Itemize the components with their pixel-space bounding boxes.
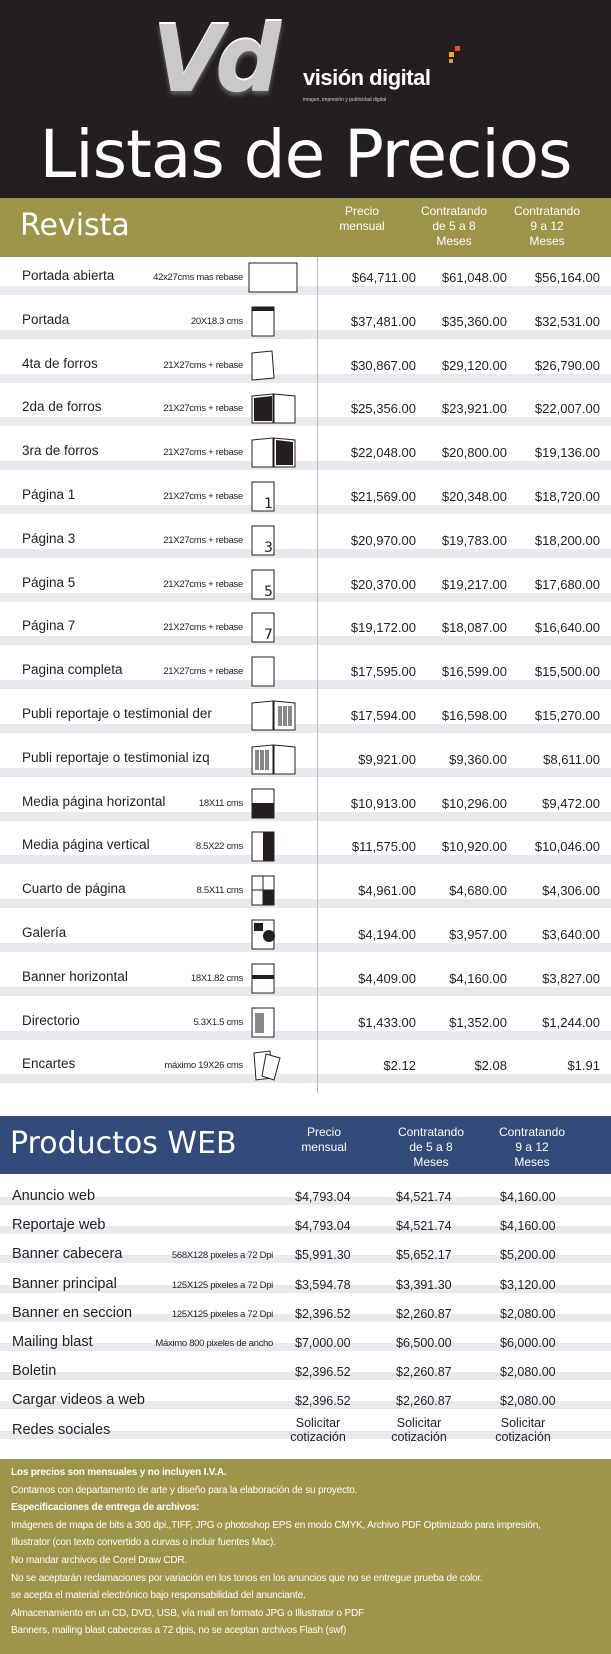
row-size: máximo 19X26 cms [164,1060,243,1072]
note-line: Contamos con departamento de arte y diseño para la elaboración de su proyecto. [11,1484,358,1496]
price-cell: $35,360.00 [441,313,507,329]
web-price-cell: $2,260.87 [396,1365,452,1380]
row-size: 42x27cms mas rebase [153,272,243,283]
price-cell: $56,164.00 [534,270,600,285]
web-price-cell: $2,260.87 [396,1306,452,1321]
price-cell: $4,194.00 [358,927,416,942]
price-cell: $25,356.00 [350,401,416,417]
brand-tagline: imagen, impresión y publicidad digital [303,97,387,103]
price-cell: $18,200.00 [534,532,600,548]
row-name: Publi reportaje o testimonial der [22,706,212,721]
price-cell: $16,640.00 [534,620,600,636]
page-3-icon [250,525,273,556]
price-cell: $64,711.00 [351,270,416,285]
web-row-size: Máximo 800 pixeles de ancho [155,1338,273,1349]
column-divider [317,257,318,1093]
note-line: No mandar archivos de Corel Draw CDR. [11,1555,187,1566]
row-size: 8.5X22 cms [195,841,243,853]
half-page-horizontal-icon [250,788,272,815]
page-title: Listas de Precios [39,116,572,193]
notes-footer [0,1459,611,1654]
price-cell: $21,569.00 [350,489,416,504]
web-row-size: 125X125 pixeles a 72 Dpi [171,1308,273,1320]
svg-text:5: 5 [264,583,273,600]
row-stripe [0,461,611,470]
price-cell: $16,598.00 [441,708,507,723]
web-price-cell: $2,396.52 [295,1394,351,1409]
web-row-name: Mailing blast [12,1334,93,1350]
quarter-page-icon [250,875,272,902]
price-cell: $2.08 [474,1058,507,1074]
half-page-vertical-icon [250,831,272,858]
row-stripe [0,505,611,514]
web-price-cell: $6,000.00 [500,1336,556,1350]
row-name: 2da de forros [22,399,102,415]
logo-dots-icon [449,59,453,63]
price-cell: $20,370.00 [350,576,416,592]
price-cell: $4,306.00 [542,883,600,899]
web-price-cell: $5,652.17 [396,1248,452,1263]
web-price-cell: $5,991.30 [295,1248,351,1263]
price-cell: $4,160.00 [449,970,507,986]
section-title-web: Productos WEB [10,1126,237,1161]
price-cell: $20,348.00 [441,489,507,504]
row-stripe [0,768,611,777]
open-cover-icon [250,262,272,289]
row-name: Portada [22,311,70,327]
row-name: Pagina completa [22,662,123,678]
price-cell: $3,640.00 [542,927,600,942]
web-price-cell: $2,080.00 [500,1394,556,1409]
note-line: No se aceptarán reclamaciones por variación en los tonos en los anuncios que no se entregue prueba de color. [11,1572,483,1584]
row-stripe [0,1074,611,1083]
web-price-cell: $6,500.00 [396,1336,452,1350]
col-header-9-12: Contratando 9 a 12 Meses [513,204,581,248]
price-cell: $4,680.00 [449,883,507,899]
price-cell: $61,048.00 [441,270,507,285]
header [0,0,611,198]
web-col-header-5-8: Contratando de 5 a 8 Meses [397,1125,465,1169]
price-cell: $17,594.00 [350,708,416,723]
inserts-icon [250,1050,272,1077]
web-price-cell: $4,521.74 [396,1219,452,1234]
row-stripe [0,724,611,733]
svg-text:7: 7 [264,627,273,644]
revista-header [0,198,611,257]
advertorial-left-icon [250,744,272,771]
col-header-5-8: Contratando de 5 a 8 Meses [420,204,488,248]
web-row-name: Redes sociales [12,1421,111,1438]
price-cell: $15,500.00 [534,664,600,680]
row-size: 21X27cms + rebase [163,534,243,546]
price-cell: $19,217.00 [441,576,507,592]
web-price-cell: $5,200.00 [500,1248,556,1263]
price-cell: $9,921.00 [358,751,416,767]
price-cell: $17,680.00 [534,576,600,592]
page-1-icon [250,481,273,512]
row-name: Banner horizontal [22,968,128,984]
note-line: Especificaciones de entrega de archivos: [11,1502,200,1514]
web-price-cell: $4,793.04 [295,1219,351,1234]
price-cell: $2.12 [383,1058,416,1074]
row-stripe [0,899,611,908]
web-row-name: Anuncio web [12,1188,96,1204]
price-cell: $17,595.00 [350,664,416,680]
col-header-mensual: Precio mensual [339,204,385,233]
row-name: Galería [22,925,67,940]
page-7-icon [250,612,273,644]
web-row-name: Banner principal [12,1275,117,1292]
web-price-cell: $4,521.74 [396,1190,452,1204]
row-stripe [0,330,611,339]
price-cell: $19,783.00 [441,532,507,548]
web-price-cell: $2,396.52 [295,1306,351,1321]
row-size: 18X11 cms [198,797,243,809]
price-cell: $9,360.00 [449,751,507,767]
row-stripe [0,1031,611,1040]
web-price-cell: $4,160.00 [500,1219,556,1234]
price-cell: $30,867.00 [350,357,416,373]
row-stripe [0,943,611,952]
full-page-icon [250,656,272,683]
web-row-name: Boletin [12,1363,57,1380]
web-price-cell: $2,260.87 [396,1394,452,1409]
row-size: 5.3X1.5 cms [193,1016,243,1028]
price-cell: $22,048.00 [350,445,416,461]
row-name: Cuarto de página [22,881,126,897]
row-size: 18X1.82 cms [190,972,243,984]
cover-icon [250,306,272,333]
price-cell: $3,827.00 [542,970,600,986]
row-name: Media página horizontal [22,793,166,809]
horizontal-banner-icon [250,963,272,990]
note-line: Illustrator (con texto convertido a curvas o incluir fuentes Mac). [11,1537,276,1549]
svg-text:1: 1 [264,496,273,512]
web-price-cell: $2,080.00 [500,1306,556,1321]
price-cell: $1,244.00 [542,1014,600,1030]
web-price-cell: $3,594.78 [295,1277,351,1292]
web-row-name: Reportaje web [12,1217,106,1234]
note-line: Almacenamiento en un CD, DVD, USB, vía mail en formato JPG o Illustrator o PDF [11,1607,364,1619]
web-header [0,1116,611,1174]
note-line: se acepta el material electrónico bajo responsabilidad del anunciante. [11,1590,306,1602]
web-price-cell: $2,080.00 [500,1365,556,1380]
advertorial-right-icon [250,700,272,727]
row-name: Página 3 [22,530,76,546]
price-cell: $29,120.00 [441,357,507,373]
price-cell: $20,800.00 [441,445,507,461]
row-name: Publi reportaje o testimonial izq [22,749,210,765]
row-name: Página 7 [22,618,76,634]
directory-icon [250,1007,272,1034]
price-cell: $22,007.00 [534,401,600,417]
price-cell: $10,913.00 [350,795,416,811]
row-name: Media página vertical [22,837,150,853]
web-price-cell: $2,396.52 [295,1365,351,1380]
row-size: 8.5X11 cms [196,885,243,897]
price-cell: $20,970.00 [350,532,416,548]
price-cell: $18,720.00 [534,489,600,504]
web-price-cell: $3,120.00 [500,1277,556,1292]
web-col-header-9-12: Contratando 9 a 12 Meses [498,1125,566,1169]
logo-dots-icon [455,46,460,51]
row-name: Directorio [22,1012,80,1028]
row-size: 21X27cms + rebase [163,447,243,459]
logo-mark: Vd [152,6,274,113]
row-name: Portada abierta [22,268,115,283]
row-stripe [0,812,611,821]
price-cell: $11,575.00 [351,839,416,855]
price-cell: $19,172.00 [350,620,416,636]
inside-front-cover-icon [250,393,272,420]
web-price-cell: Solicitar cotización [495,1415,551,1444]
row-name: Página 1 [22,487,76,502]
price-cell: $32,531.00 [534,313,600,329]
row-stripe [0,987,611,996]
note-line: Banners, mailing blast cabeceras a 72 dpis, no se aceptan archivos Flash (swf) [11,1625,347,1637]
price-cell: $8,611.00 [543,751,600,767]
gallery-icon [250,919,272,946]
price-cell: $16,599.00 [441,664,507,680]
row-stripe [0,549,611,558]
row-stripe [0,680,611,689]
row-name: Encartes [22,1056,76,1072]
logo-dots-icon [449,52,454,57]
row-size: 21X27cms + rebase [163,359,243,371]
web-price-cell: Solicitar cotización [290,1415,346,1444]
web-row-name: Banner cabecera [12,1246,123,1263]
price-cell: $4,409.00 [358,970,416,986]
row-size: 21X27cms + rebase [163,622,243,634]
row-stripe [0,417,611,426]
row-stripe [0,593,611,602]
row-name: 4ta de forros [22,355,98,371]
inside-back-cover-icon [250,437,272,464]
web-price-cell: $3,391.30 [396,1277,452,1292]
price-cell: $1,352.00 [449,1014,507,1030]
price-cell: $1.91 [567,1058,600,1074]
row-stripe [0,855,611,864]
price-cell: $15,270.00 [534,708,600,723]
row-size: 21X27cms + rebase [163,403,243,415]
price-cell: $10,296.00 [441,795,507,811]
price-cell: $1,433.00 [358,1014,416,1030]
section-title-revista: Revista [20,208,130,243]
price-cell: $23,921.00 [441,401,507,417]
row-size: 21X27cms + rebase [163,578,243,590]
row-size: 21X27cms + rebase [163,491,243,502]
brand-name: visión digital [303,65,431,90]
row-size: 21X27cms + rebase [163,666,243,678]
web-price-cell: $4,160.00 [500,1190,556,1204]
price-cell: $3,957.00 [449,927,507,942]
web-price-cell: $4,793.04 [295,1190,351,1204]
row-size: 20X18.3 cms [190,315,243,327]
svg-text:3: 3 [264,539,273,556]
row-stripe [0,636,611,645]
row-stripe [0,286,611,295]
web-row-size: 568X128 pixeles a 72 Dpi [171,1250,273,1262]
row-name: Página 5 [22,574,76,590]
row-name: 3ra de forros [22,443,99,459]
note-line: Los precios son mensuales y no incluyen I.V.A. [11,1467,227,1478]
price-cell: $4,961.00 [358,883,416,899]
web-row-size: 125X125 pixeles a 72 Dpi [171,1279,273,1291]
row-stripe [0,374,611,383]
price-cell: $26,790.00 [534,357,600,373]
note-line: Imágenes de mapa de bits a 300 dpi.,TIFF, JPG o photoshop EPS en modo CMYK, Archivo PDF Optimizado para impresión, [11,1519,541,1531]
back-cover-icon [250,350,272,377]
page-5-icon [250,569,273,600]
web-row-name: Cargar videos a web [12,1392,145,1409]
price-cell: $37,481.00 [350,313,416,329]
web-row-name: Banner en seccion [12,1304,133,1321]
price-cell: $9,472.00 [542,795,600,811]
price-cell: $18,087.00 [441,620,507,636]
price-cell: $10,046.00 [534,839,600,855]
price-cell: $10,920.00 [441,839,507,855]
price-cell: $19,136.00 [534,445,600,461]
web-price-cell: $7,000.00 [295,1336,351,1350]
web-price-cell: Solicitar cotización [391,1415,447,1444]
web-col-header-mensual: Precio mensual [301,1125,347,1154]
